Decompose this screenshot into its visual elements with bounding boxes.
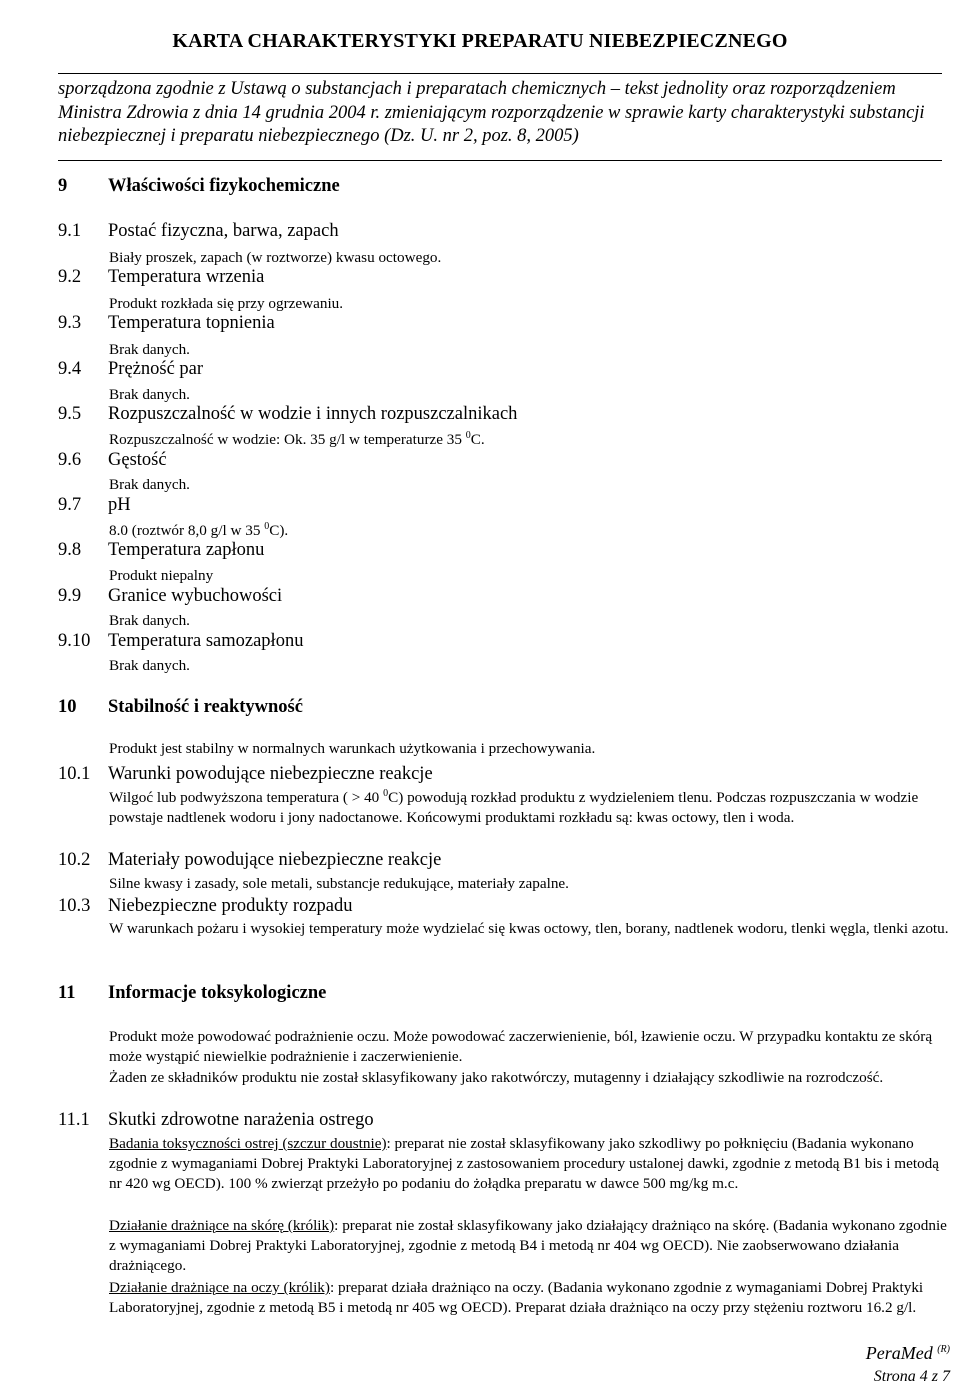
subsection-number: 10.3: [58, 896, 91, 916]
subsection-label: Temperatura samozapłonu: [108, 631, 304, 651]
subsection-number: 9.7: [58, 495, 82, 515]
subsection-number: 9.9: [58, 586, 82, 606]
subsection-number: 9.10: [58, 631, 91, 651]
subsection-number: 9.5: [58, 404, 82, 424]
subsection-number: 10.2: [58, 850, 91, 870]
subsection-text: Wilgoć lub podwyższona temperatura ( > 40 $^0$C) powodują rozkład produktu z wydzieleniem tlenu. Podczas rozpuszczania w wodzie powstaje nadtlenek wodoru i jony nadoctanowe. Końcowymi produktami rozkładu są: kwas octowy, tlen i woda.: [109, 787, 919, 827]
skin-irritation-text: Działanie drażniące na skórę (królik): preparat nie został sklasyfikowany jako działający drażniąco na skórę. (Badania wykonano zgodnie z wymaganiami Dobrej Praktyki Laboratoryjnej, zgodnie z metodą B4 i metodą nr 404 wg OECD). Nie zaobserwowano działania drażniącego.: [109, 1217, 947, 1275]
header-intro: sporządzona zgodnie z Ustawą o substancjach i preparatach chemicznych – tekst jednolity oraz rozporządzeniem Ministra Zdrowia z dnia 14 grudnia 2004 r. zmieniającym rozporządzenie w sprawie karty charakterystyki substancji niebezpiecznej i preparatu niebezpiecznego (Dz. U. nr 2, poz. 8, 2005): [58, 79, 925, 146]
footer-brand: PeraMed $^{(R)}$: [865, 1343, 950, 1363]
subsection-number: 9.8: [58, 540, 82, 560]
subsection-value: Rozpuszczalność w wodzie: Ok. 35 g/l w temperaturze 35 $^0$C.: [109, 429, 485, 448]
subsection-value: Brak danych.: [109, 612, 190, 629]
section-intro: Produkt jest stabilny w normalnych warunkach użytkowania i przechowywania.: [109, 740, 596, 757]
subsection-text: W warunkach pożaru i wysokiej temperatury może wydzielać się kwas octowy, tlen, borany, nadtlenek wodoru, tlenki węgla, tlenki azotu.: [109, 920, 949, 937]
section-title: Informacje toksykologiczne: [108, 983, 327, 1003]
subsection-label: pH: [108, 495, 131, 515]
subsection-number: 11.1: [58, 1110, 90, 1130]
subsection-label: Temperatura topnienia: [108, 313, 275, 333]
subsection-label: Prężność par: [108, 359, 204, 379]
subsection-number: 9.3: [58, 313, 82, 333]
subsection-label: Rozpuszczalność w wodzie i innych rozpuszczalnikach: [108, 404, 518, 424]
eye-irritation-text: Działanie drażniące na oczy (królik): preparat działa drażniąco na oczy. (Badania wykonano zgodnie z wymaganiami Dobrej Praktyki Laboratoryjnej, zgodnie z metodą B5 i metodą nr 405 wg OECD). Preparat działa drażniąco na oczy przy stężeniu roztworu 16.2 g/l.: [109, 1279, 924, 1317]
subsection-label: Materiały powodujące niebezpieczne reakcje: [108, 850, 442, 870]
subsection-value: Brak danych.: [109, 341, 190, 358]
footer-page-number: Strona 4 z 7: [873, 1368, 950, 1385]
section-intro: Żaden ze składników produktu nie został sklasyfikowany jako rakotwórczy, mutagenny i działający szkodliwie na rozrodczość.: [109, 1069, 884, 1086]
section-intro: Produkt może powodować podrażnienie oczu. Może powodować zaczerwienienie, ból, łzawienie oczu. W przypadku kontaktu ze skórą może wystąpić niewielkie podrażnienie i zaczerwienienie.: [109, 1028, 933, 1066]
subsection-value: Brak danych.: [109, 476, 190, 493]
subsection-number: 9.1: [58, 221, 82, 241]
section-number: 11: [58, 983, 76, 1003]
section-title: Stabilność i reaktywność: [108, 697, 303, 717]
subsection-number: 10.1: [58, 764, 91, 784]
header-rule-bottom: [58, 160, 942, 161]
subsection-label: Temperatura zapłonu: [108, 540, 265, 560]
document-title: KARTA CHARAKTERYSTYKI PREPARATU NIEBEZPIECZNEGO: [172, 30, 788, 52]
subsection-value: Brak danych.: [109, 386, 190, 403]
subsection-value: 8.0 (roztwór 8,0 g/l w 35 $^0$C).: [109, 520, 289, 539]
section-number: 9: [58, 176, 68, 196]
subsection-label: Niebezpieczne produkty rozpadu: [108, 896, 353, 916]
subsection-text: Silne kwasy i zasady, sole metali, substancje redukujące, materiały zapalne.: [109, 875, 569, 892]
section-number: 10: [58, 697, 77, 717]
subsection-value: Brak danych.: [109, 657, 190, 674]
acute-oral-toxicity-text: Badania toksyczności ostrej (szczur doustnie): preparat nie został sklasyfikowany jako szkodliwy po połknięciu (Badania wykonano zgodnie z wymaganiami Dobrej Praktyki Laboratoryjnej z zastosowaniem procedury ustalonej dawki, zgodnie z metodą B1 bis i metodą nr 420 wg OECD). 100 % zwierząt przeżyło po podaniu do żołądka preparatu w dawce 500 mg/kg m.c.: [109, 1135, 940, 1193]
section-title: Właściwości fizykochemiczne: [108, 176, 340, 196]
subsection-label: Warunki powodujące niebezpieczne reakcje: [108, 764, 433, 784]
subsection-value: Biały proszek, zapach (w roztworze) kwasu octowego.: [109, 249, 442, 266]
subsection-number: 9.6: [58, 450, 82, 470]
subsection-number: 9.4: [58, 359, 82, 379]
subsection-value: Produkt rozkłada się przy ogrzewaniu.: [109, 295, 344, 312]
subsection-label: Granice wybuchowości: [108, 586, 283, 606]
subsection-label: Gęstość: [108, 450, 167, 470]
header-rule: [58, 73, 942, 74]
subsection-label: Temperatura wrzenia: [108, 267, 265, 287]
subsection-label: Skutki zdrowotne narażenia ostrego: [108, 1110, 374, 1130]
subsection-label: Postać fizyczna, barwa, zapach: [108, 221, 339, 241]
subsection-value: Produkt niepalny: [109, 567, 214, 584]
subsection-number: 9.2: [58, 267, 82, 287]
